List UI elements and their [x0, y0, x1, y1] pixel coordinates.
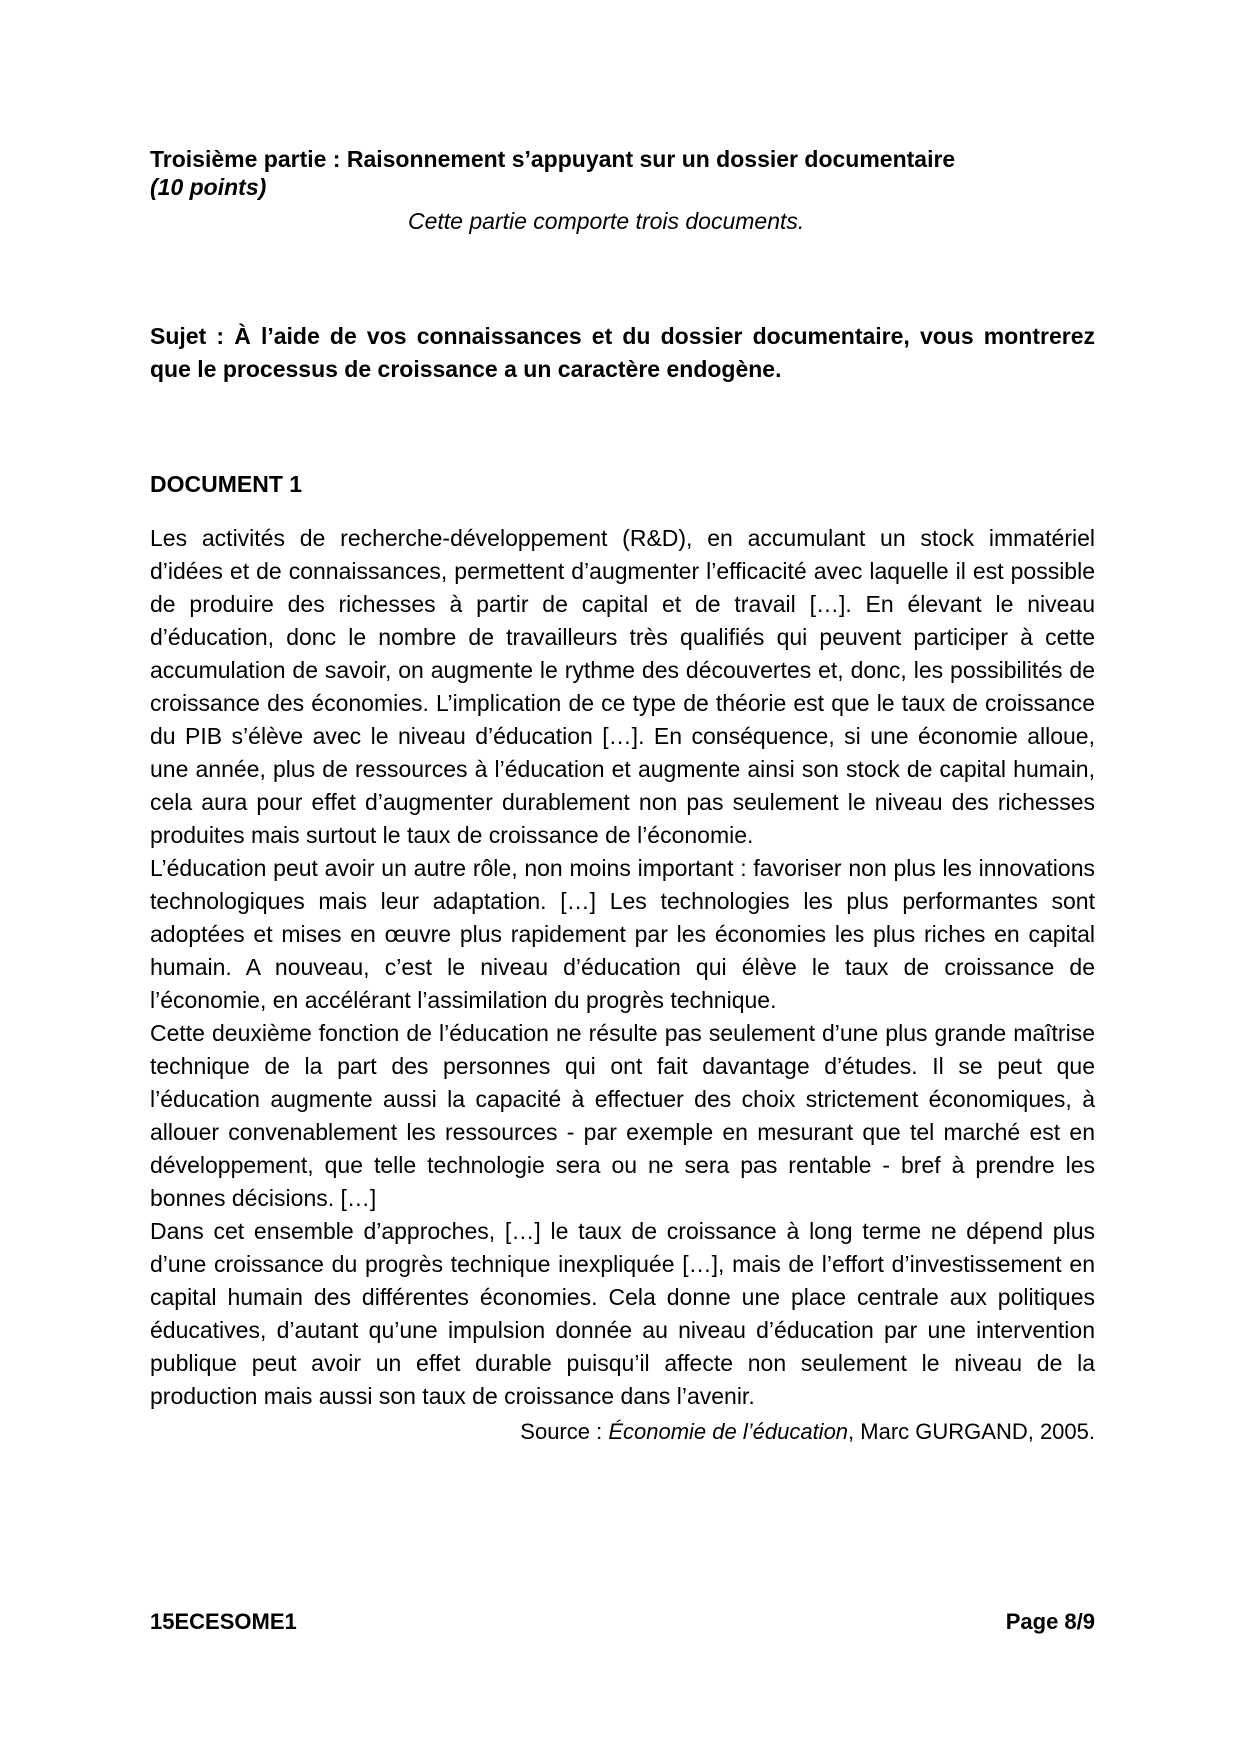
- document-source: [150, 1417, 1095, 1447]
- document-paragraph-1: Les activités de recherche-développement (R&D), en accumulant un stock immatériel d’idées et de connaissances, permettent d’augmenter l’efficacité avec laquelle il est possible de produire des richesses à partir de capital et de travail […]. En élevant le niveau d’éducation, donc le nombre de travailleurs très qualifiés qui peuvent participer à cette accumulation de savoir, on augmente le rythme des découvertes et, donc, les possibilités de croissance des économies. L’implication de ce type de théorie est que le taux de croissance du PIB s’élève avec le niveau d’éducation […]. En conséquence, si une économie alloue, une année, plus de ressources à l’éducation et augmente ainsi son stock de capital humain, cela aura pour effet d’augmenter durablement non pas seulement le niveau des richesses produites mais surtout le taux de croissance de l’économie.: [150, 525, 1095, 848]
- exam-code: 15ECESOME1: [150, 1609, 297, 1634]
- source-prefix: Source :: [520, 1419, 609, 1444]
- page-number: Page 8/9: [1005, 1609, 1095, 1634]
- part-intro: Cette partie comporte trois documents.: [408, 208, 805, 234]
- document-body: [150, 522, 1095, 1413]
- exam-page: [150, 145, 1095, 1447]
- subject-statement: Sujet : À l’aide de vos connaissances et du dossier documentaire, vous montrerez que le processus de croissance a un caractère endogène.: [150, 323, 1095, 382]
- document-paragraph-4: Dans cet ensemble d’approches, […] le taux de croissance à long terme ne dépend plus d’une croissance du progrès technique inexpliquée […], mais de l’effort d’investissement en capital humain des différentes économies. Cela donne une place centrale aux politiques éducatives, d’autant qu’une impulsion donnée au niveau d’éducation par une intervention publique peut avoir un effet durable puisqu’il affecte non seulement le niveau de la production mais aussi son taux de croissance dans l’avenir.: [150, 1218, 1095, 1409]
- document-title: DOCUMENT 1: [150, 471, 303, 497]
- document-paragraph-2: L’éducation peut avoir un autre rôle, non moins important : favoriser non plus les innovations technologiques mais leur adaptation. […] Les technologies les plus performantes sont adoptées et mises en œuvre plus rapidement par les économies les plus riches en capital humain. A nouveau, c’est le niveau d’éducation qui élève le taux de croissance de l’économie, en accélérant l’assimilation du progrès technique.: [150, 855, 1095, 1013]
- part-points: (10 points): [150, 174, 267, 200]
- part-title: Troisième partie : Raisonnement s’appuyant sur un dossier documentaire: [150, 146, 956, 172]
- source-author-year: , Marc GURGAND, 2005.: [848, 1419, 1095, 1444]
- document-paragraph-3: Cette deuxième fonction de l’éducation ne résulte pas seulement d’une plus grande maîtrise technique de la part des personnes qui ont fait davantage d’études. Il se peut que l’éducation augmente aussi la capacité à effectuer des choix strictement économiques, à allouer convenablement les ressources - par exemple en mesurant que tel marché est en développement, que telle technologie sera ou ne sera pas rentable - bref à prendre les bonnes décisions. […]: [150, 1020, 1095, 1211]
- source-work-title: Économie de l’éducation: [608, 1419, 849, 1444]
